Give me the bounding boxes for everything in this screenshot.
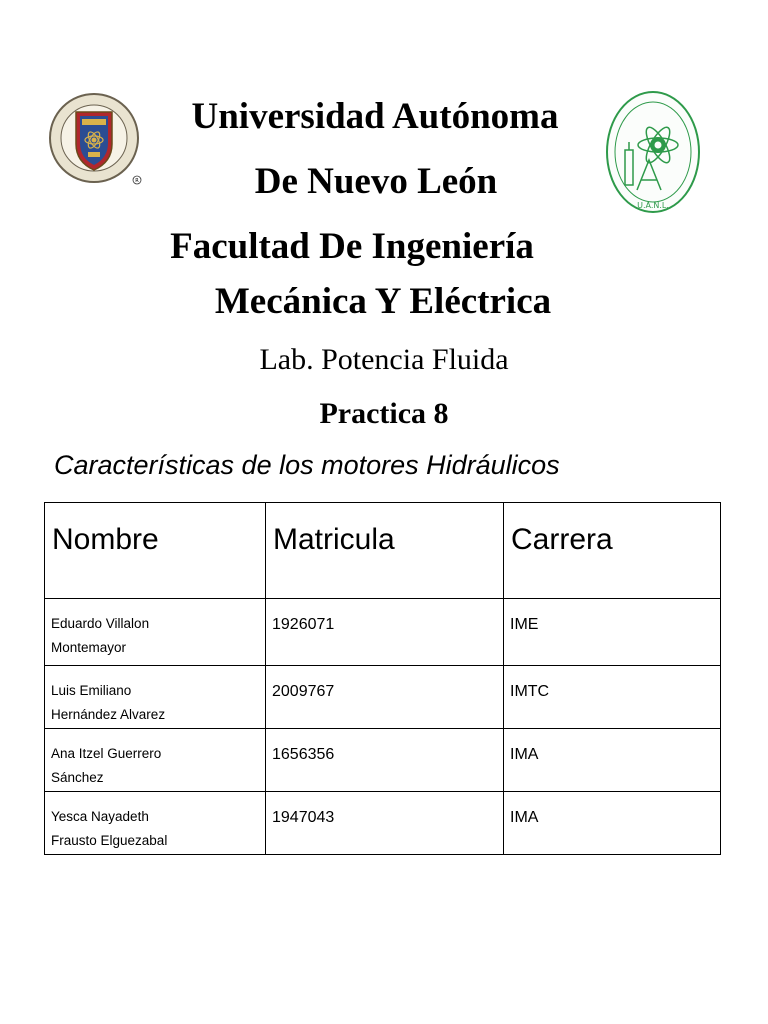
student-id: 1926071 <box>266 599 504 666</box>
student-name <box>45 599 266 666</box>
student-name <box>45 792 266 855</box>
course-name: Lab. Potencia Fluida <box>259 343 509 376</box>
student-career: IMA <box>504 729 721 792</box>
table-row <box>45 792 721 855</box>
student-name <box>45 729 266 792</box>
university-name-line2: De Nuevo León <box>254 161 498 202</box>
students-table <box>44 502 721 855</box>
student-career: IME <box>504 599 721 666</box>
practice-title: Practica 8 <box>319 397 449 430</box>
header-career: Carrera <box>504 503 721 599</box>
student-name-line2: Frausto Elguezabal <box>51 833 168 848</box>
table-row <box>45 599 721 666</box>
svg-text:U.A.N.L.: U.A.N.L. <box>637 201 669 210</box>
table-row <box>45 729 721 792</box>
table-header-row <box>45 503 721 599</box>
university-name-line1: Universidad Autónoma <box>191 96 559 137</box>
student-name-line2: Montemayor <box>51 640 127 655</box>
student-name-line1: Luis Emiliano <box>51 683 132 698</box>
student-career: IMA <box>504 792 721 855</box>
table-row <box>45 666 721 729</box>
student-name-line1: Ana Itzel Guerrero <box>51 746 162 761</box>
student-name-line2: Hernández Alvarez <box>51 707 166 722</box>
svg-text:R: R <box>135 178 139 184</box>
header-name: Nombre <box>45 503 266 599</box>
student-name-line1: Yesca Nayadeth <box>51 809 149 824</box>
student-name <box>45 666 266 729</box>
faculty-name-line2: Mecánica Y Eléctrica <box>214 281 552 322</box>
student-name-line1: Eduardo Villalon <box>51 616 150 631</box>
header-id: Matricula <box>266 503 504 599</box>
student-id: 2009767 <box>266 666 504 729</box>
student-id: 1947043 <box>266 792 504 855</box>
student-career: IMTC <box>504 666 721 729</box>
subject-title: Características de los motores Hidráulicos <box>54 450 560 480</box>
student-name-line2: Sánchez <box>51 770 104 785</box>
student-id: 1656356 <box>266 729 504 792</box>
faculty-name-line1: Facultad De Ingeniería <box>170 226 534 267</box>
